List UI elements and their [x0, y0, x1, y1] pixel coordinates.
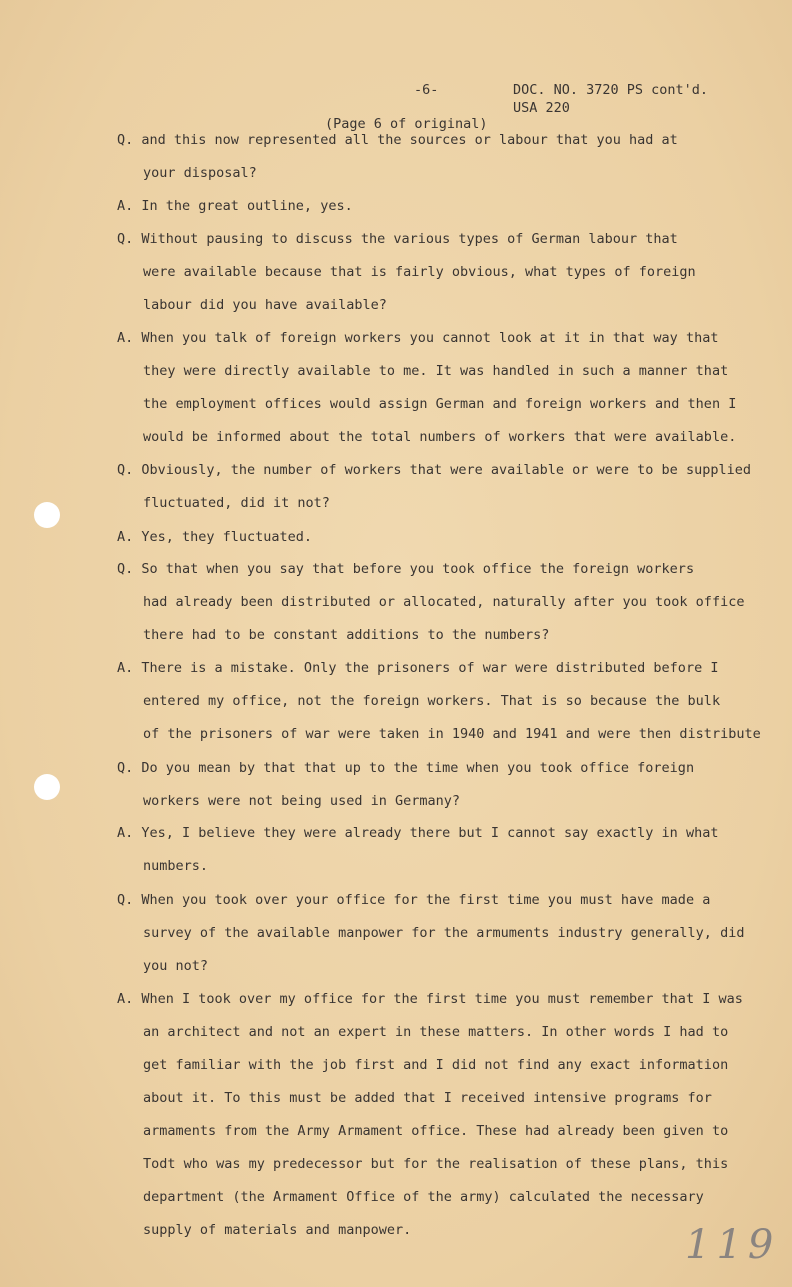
transcript-line: A. When you talk of foreign workers you cannot look at it in that way that: [117, 330, 719, 346]
transcript-line: survey of the available manpower for the armuments industry generally, did: [143, 925, 745, 941]
transcript-line: Todt who was my predecessor but for the realisation of these plans, this: [143, 1156, 729, 1172]
transcript-entry: [117, 460, 777, 526]
transcript-line: department (the Armament Office of the army) calculated the necessary: [143, 1189, 704, 1205]
transcript-line: numbers.: [143, 858, 209, 874]
punch-hole: [34, 502, 60, 528]
transcript-line: Q. So that when you say that before you took office the foreign workers: [117, 561, 695, 577]
transcript-line: would be informed about the total numbers of workers that were available.: [143, 429, 737, 445]
transcript-line: you not?: [143, 958, 209, 974]
transcript-line: they were directly available to me. It was handled in such a manner that: [143, 363, 729, 379]
handwritten-page-number: 119: [685, 1222, 780, 1268]
transcript-line: armaments from the Army Armament office. These had already been given to: [143, 1123, 729, 1139]
transcript-line: supply of materials and manpower.: [143, 1222, 412, 1238]
transcript-entry: [117, 559, 777, 658]
transcript-line: labour did you have available?: [143, 297, 387, 313]
transcript-entry: [117, 989, 777, 1253]
transcript-line: A. In the great outline, yes.: [117, 198, 353, 214]
transcript-line: Q. Obviously, the number of workers that were available or were to be supplied: [117, 462, 751, 478]
transcript-entry: [117, 823, 777, 889]
transcript-line: Q. When you took over your office for the first time you must have made a: [117, 892, 711, 908]
transcript-line: the employment offices would assign German and foreign workers and then I: [143, 396, 737, 412]
transcript-line: there had to be constant additions to the numbers?: [143, 627, 550, 643]
transcript-line: A. Yes, I believe they were already there but I cannot say exactly in what: [117, 825, 719, 841]
page-number: -6-: [414, 82, 439, 98]
transcript-line: A. Yes, they fluctuated.: [117, 529, 313, 545]
transcript-line: Q. Do you mean by that that up to the time when you took office foreign: [117, 760, 695, 776]
transcript-entry: [117, 130, 777, 196]
exhibit-number: USA 220: [513, 100, 570, 116]
transcript-line: about it. To this must be added that I received intensive programs for: [143, 1090, 712, 1106]
transcript-line: A. When I took over my office for the first time you must remember that I was: [117, 991, 743, 1007]
transcript-entry: [117, 527, 777, 560]
transcript-line: Q. Without pausing to discuss the various types of German labour that: [117, 231, 678, 247]
transcript-line: of the prisoners of war were taken in 1940 and 1941 and were then distribute: [143, 726, 761, 742]
page-of-original: (Page 6 of original): [325, 116, 488, 132]
transcript-line: were available because that is fairly obvious, what types of foreign: [143, 264, 696, 280]
transcript-line: get familiar with the job first and I did not find any exact information: [143, 1057, 729, 1073]
transcript-entry: [117, 328, 777, 460]
transcript-line: fluctuated, did it not?: [143, 495, 330, 511]
transcript-line: A. There is a mistake. Only the prisoners of war were distributed before I: [117, 660, 719, 676]
transcript-line: had already been distributed or allocated, naturally after you took office: [143, 594, 745, 610]
transcript-line: entered my office, not the foreign workers. That is so because the bulk: [143, 693, 721, 709]
transcript-entry: [117, 196, 777, 229]
punch-hole: [34, 774, 60, 800]
transcript-entry: [117, 758, 777, 824]
transcript-line: Q. and this now represented all the sources or labour that you had at: [117, 132, 678, 148]
doc-number: DOC. NO. 3720 PS cont'd.: [513, 82, 709, 98]
transcript-line: workers were not being used in Germany?: [143, 793, 460, 809]
transcript-line: your disposal?: [143, 165, 257, 181]
transcript-entry: [117, 229, 777, 328]
transcript-line: an architect and not an expert in these matters. In other words I had to: [143, 1024, 729, 1040]
transcript-entry: [117, 658, 777, 757]
transcript-entry: [117, 890, 777, 989]
